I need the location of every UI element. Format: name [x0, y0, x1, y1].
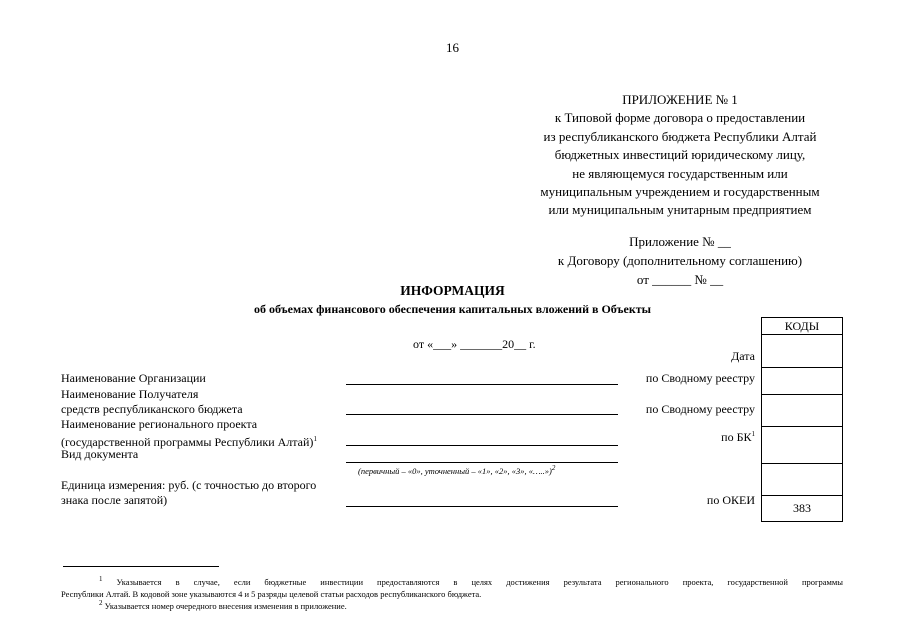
bk-label: по $БК^1$ — [721, 430, 755, 444]
appendix-line: бюджетных инвестиций юридическому лицу, — [554, 147, 806, 163]
document-subtitle: об объемах финансового обеспечения капитальных вложений в Объекты — [253, 302, 652, 316]
doc-type-field[interactable] — [346, 462, 618, 463]
recipient-label-cont: средств республиканского бюджета — [61, 402, 243, 416]
unit-label: Единица измерения: руб. (с точностью до второго — [61, 478, 317, 492]
appendix-line: к Типовой форме договора о предоставлении — [554, 110, 806, 126]
appendix-line: муниципальным учреждением и государственным — [540, 184, 820, 200]
unit-field[interactable] — [346, 506, 618, 507]
code-cell-svod1[interactable] — [762, 368, 843, 395]
appendix-line: не являющемуся государственным или — [572, 165, 788, 181]
svod-registry-label: по Сводному реестру — [645, 402, 755, 416]
contract-name: к Договору (дополнительному соглашению) — [557, 253, 803, 268]
project-label: Наименование регионального проекта — [61, 417, 258, 431]
bk-footnote-mark: 1 — [751, 430, 755, 438]
code-cell-okei: 383 — [762, 496, 843, 522]
org-name-label: Наименование Организации — [61, 371, 206, 385]
page-number: 16 — [446, 40, 459, 55]
org-name-field[interactable] — [346, 384, 618, 385]
unit-label-cont: знака после запятой) — [61, 493, 168, 507]
contract-appendix-number: Приложение № __ — [629, 234, 731, 249]
okei-label: по ОКЕИ — [706, 493, 755, 507]
footnote-1-mark: 1 — [99, 575, 103, 583]
codes-header: КОДЫ — [762, 318, 843, 335]
appendix-header-block — [460, 91, 900, 220]
code-cell-svod2[interactable] — [762, 395, 843, 427]
footnote-separator — [63, 566, 219, 567]
project-label-cont: (государственной программы Республики Алтай)$^1$ — [61, 435, 317, 449]
codes-table — [761, 317, 843, 522]
project-footnote-mark: 1 — [313, 435, 317, 443]
document-date-line: от «___» _______20__ г. — [413, 337, 536, 351]
code-cell-doc-type[interactable] — [762, 464, 843, 496]
svod-registry-label: по Сводному реестру — [645, 371, 755, 385]
recipient-label: Наименование Получателя — [61, 387, 199, 401]
doc-type-hint: (первичный – «0», уточненный – «1», «2», «3», «…..»)$^2$ — [358, 464, 556, 476]
appendix-line: из республиканского бюджета Республики Алтай — [543, 128, 817, 144]
contract-date-number: от ______ № __ — [636, 272, 724, 287]
doc-type-label: Вид документа — [61, 447, 139, 461]
code-cell-date[interactable] — [762, 335, 843, 368]
footnote-2: $^2$ Указывается номер очередного внесения изменения в приложение. — [99, 599, 347, 611]
recipient-field[interactable] — [346, 414, 618, 415]
contract-reference — [470, 232, 890, 289]
document-title: ИНФОРМАЦИЯ — [400, 283, 505, 298]
date-label: Дата — [731, 349, 755, 363]
project-field[interactable] — [346, 445, 618, 446]
footnote-1: $^1$ Указывается в случае, если бюджетные инвестиции предоставляются в целях достижения результата регионального проекта, государственной программы Республики Алтай. В кодовой зоне указываются 4 и 5 разряды целевой статьи расходов республиканского бюджета. — [61, 575, 843, 599]
appendix-line: или муниципальным унитарным предприятием — [548, 202, 812, 218]
doc-hint-footnote-mark: 2 — [551, 464, 556, 472]
appendix-title: ПРИЛОЖЕНИЕ № 1 — [622, 92, 738, 107]
code-cell-bk[interactable] — [762, 427, 843, 464]
footnote-2-mark: 2 — [99, 599, 103, 607]
